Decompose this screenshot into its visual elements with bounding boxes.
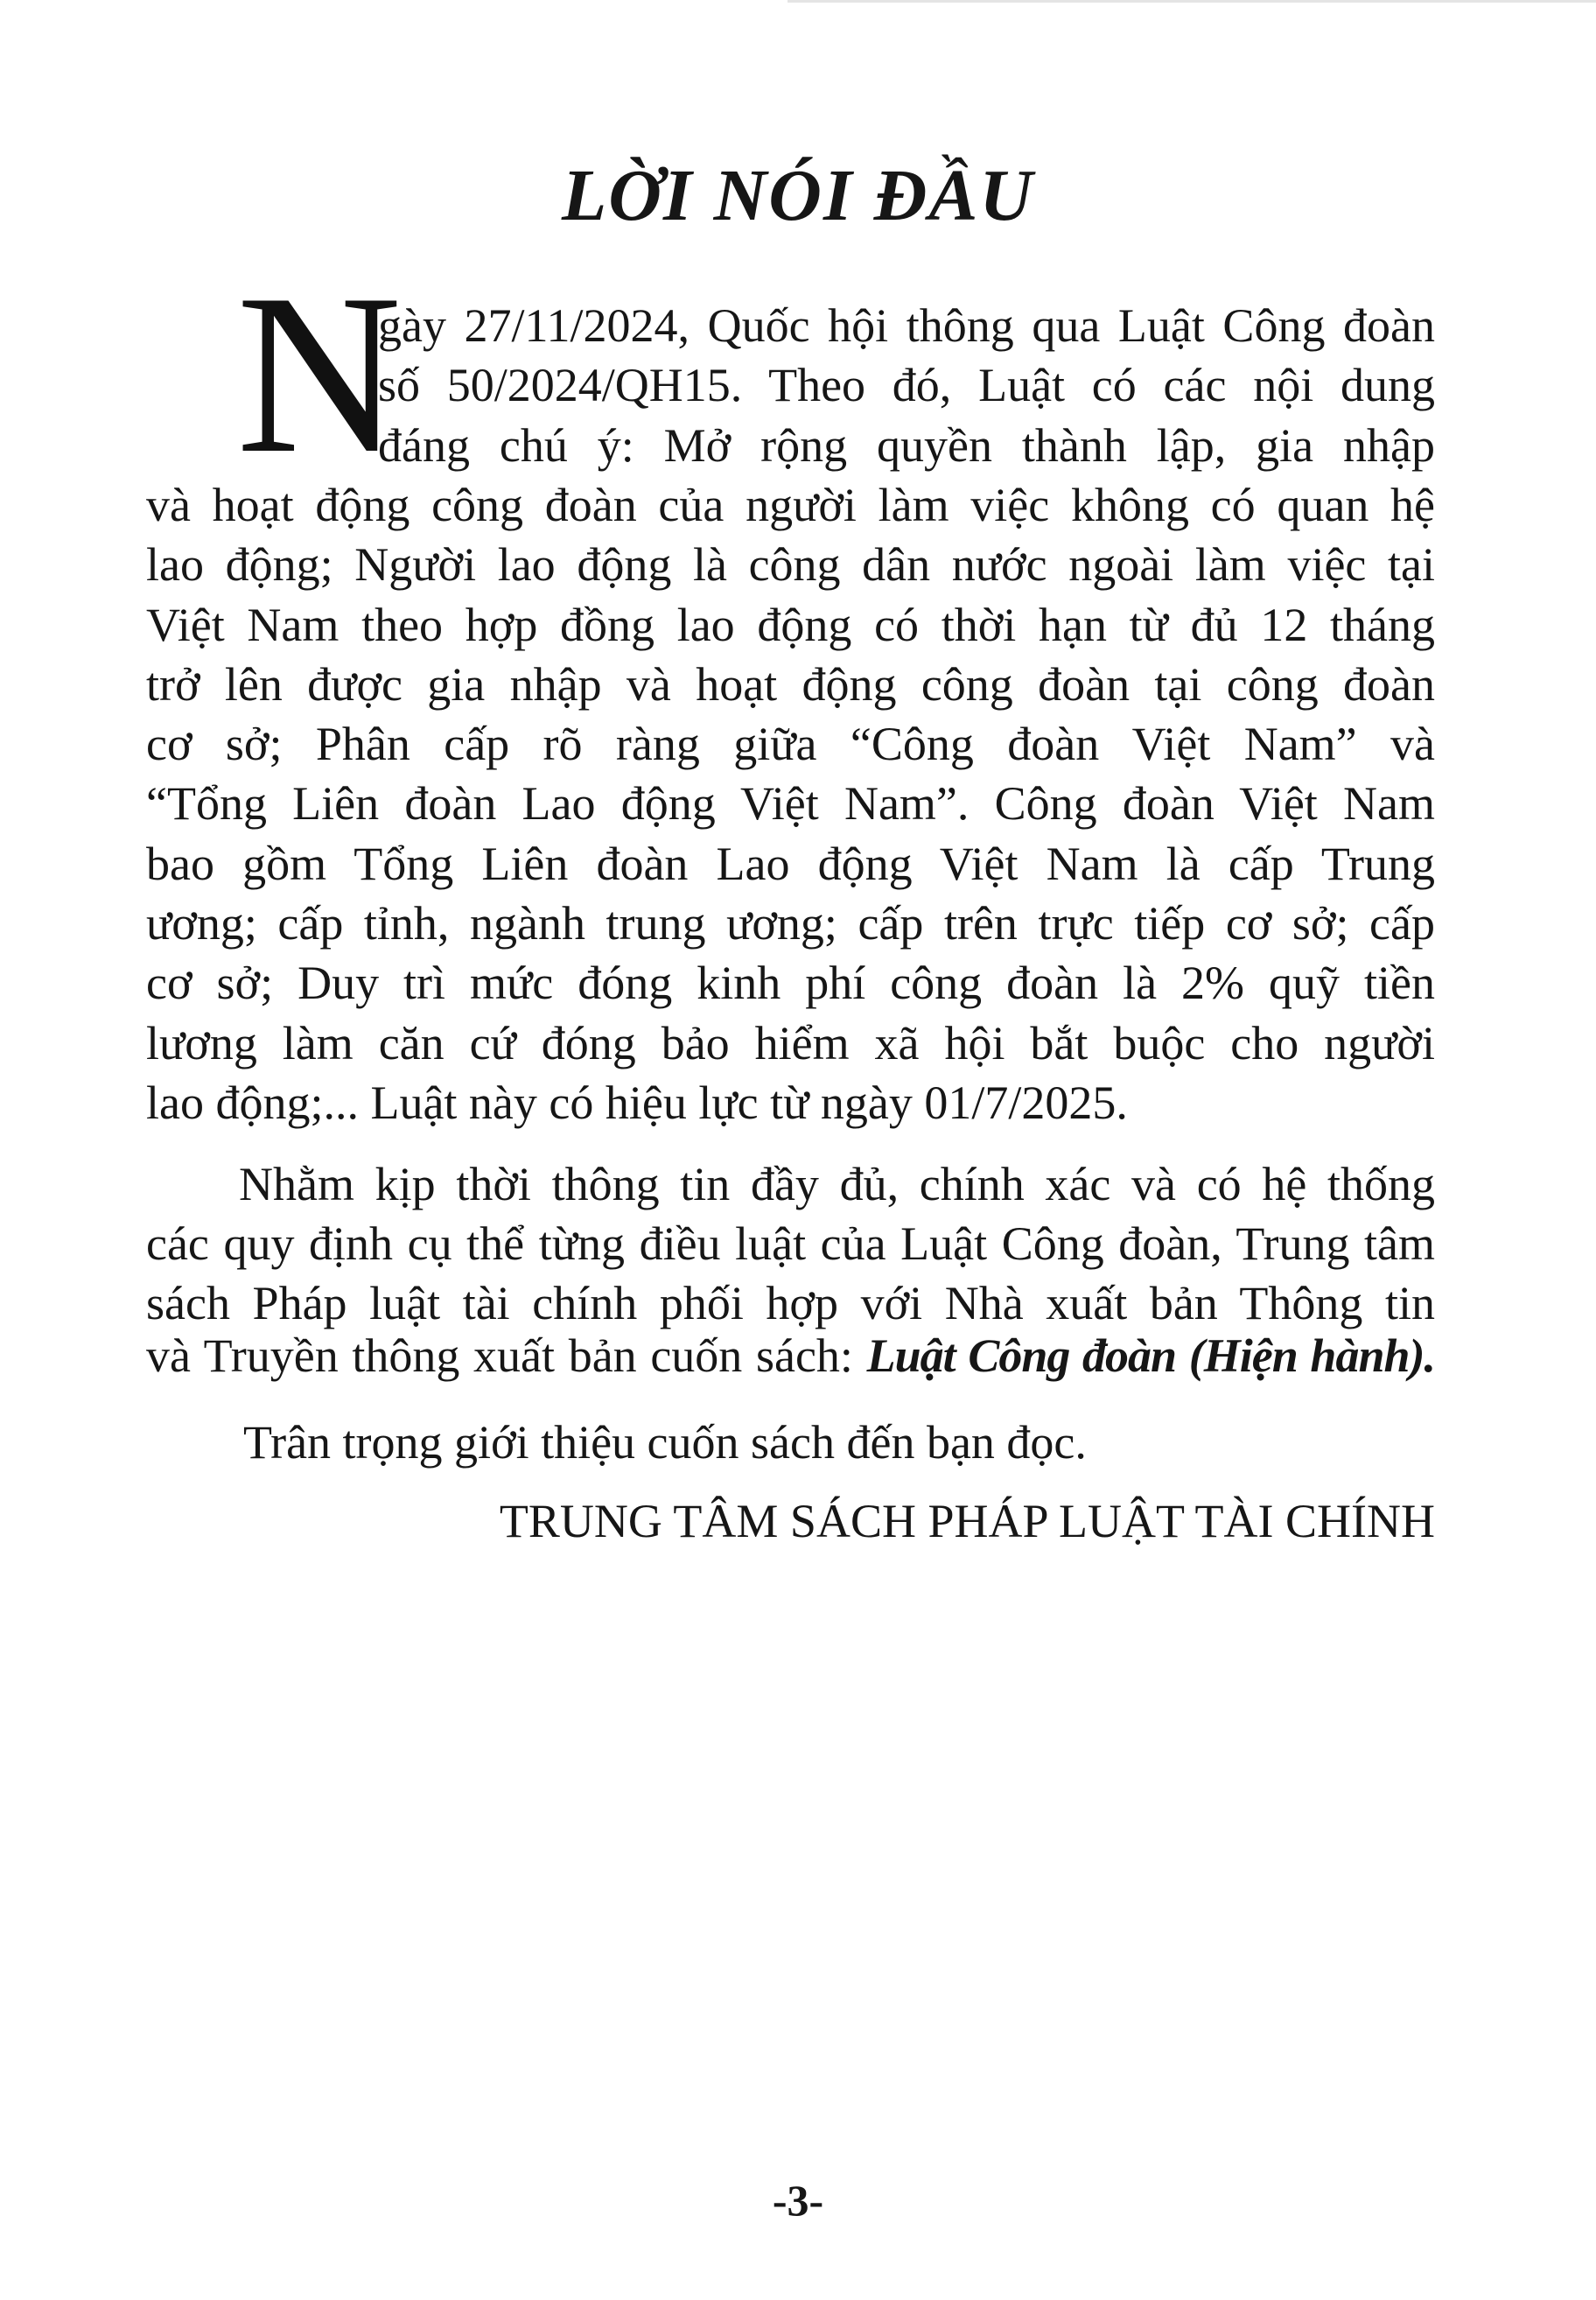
paragraph-line: lao động;... Luật này có hiệu lực từ ngày 01/7/2025.: [146, 1076, 1128, 1129]
paragraph-line: cơ sở; Duy trì mức đóng kinh phí công đoàn là 2% quỹ tiền: [146, 957, 1435, 1010]
paragraph-line: bao gồm Tổng Liên đoàn Lao động Việt Nam là cấp Trung: [146, 837, 1435, 890]
paragraph-line: Nhằm kịp thời thông tin đầy đủ, chính xác và có hệ thống: [239, 1158, 1435, 1210]
paragraph-line: và hoạt động công đoàn của người làm việc không có quan hệ: [146, 478, 1435, 531]
closing-line: Trân trọng giới thiệu cuốn sách đến bạn đọc.: [243, 1416, 1087, 1469]
paragraph-line: sách Pháp luật tài chính phối hợp với Nhà xuất bản Thông tin: [146, 1277, 1435, 1330]
paragraph-line: trở lên được gia nhập và hoạt động công đoàn tại công đoàn: [146, 657, 1435, 711]
paragraph-line: đáng chú ý: Mở rộng quyền thành lập, gia nhập: [378, 418, 1435, 472]
paragraph-line: “Tổng Liên đoàn Lao động Việt Nam”. Công đoàn Việt Nam: [146, 777, 1435, 831]
paragraph-line: các quy định cụ thể từng điều luật của Luật Công đoàn, Trung tâm: [146, 1217, 1435, 1271]
signature: TRUNG TÂM SÁCH PHÁP LUẬT TÀI CHÍNH: [499, 1495, 1435, 1547]
page-number: -3-: [772, 2176, 824, 2225]
paragraph-line: lương làm căn cứ đóng bảo hiểm xã hội bắt buộc cho người: [146, 1016, 1435, 1069]
paragraph-2-last-line: [146, 1326, 1435, 1385]
paragraph-2-last-text: và Truyền thông xuất bản cuốn sách:: [146, 1329, 867, 1382]
paragraph-line: ương; cấp tỉnh, ngành trung ương; cấp trên trực tiếp cơ sở; cấp: [146, 897, 1435, 950]
paragraph-line: lao động; Người lao động là công dân nước ngoài làm việc tại: [146, 538, 1435, 592]
drop-cap: N: [236, 247, 402, 501]
book-title: Luật Công đoàn (Hiện hành).: [866, 1329, 1435, 1382]
page-title: LỜI NÓI ĐẦU: [561, 155, 1035, 236]
paragraph-line: số 50/2024/QH15. Theo đó, Luật có các nội dung: [378, 359, 1435, 412]
page-edge: [788, 0, 1596, 3]
paragraph-line: cơ sở; Phân cấp rõ ràng giữa “Công đoàn Việt Nam” và: [146, 718, 1435, 771]
paragraph-line: gày 27/11/2024, Quốc hội thông qua Luật Công đoàn: [378, 299, 1435, 352]
paragraph-line: Việt Nam theo hợp đồng lao động có thời hạn từ đủ 12 tháng: [146, 598, 1435, 651]
